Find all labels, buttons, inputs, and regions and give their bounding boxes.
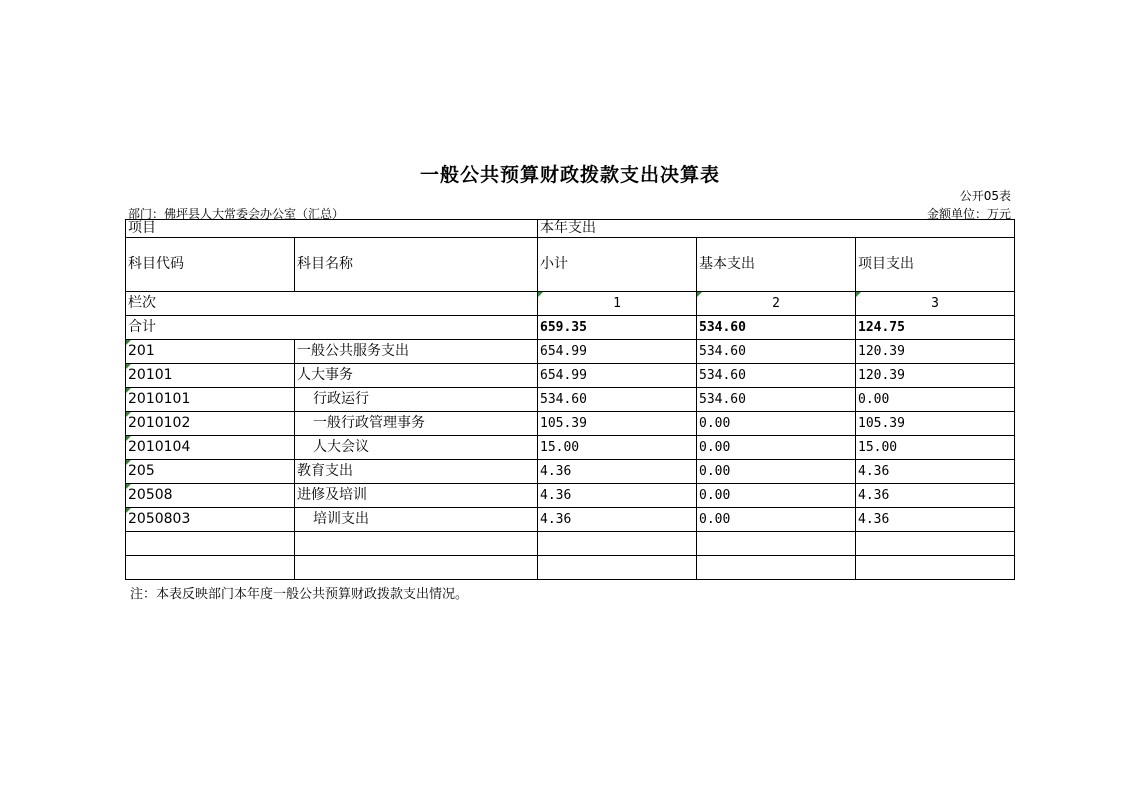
row-subtotal: 105.39 — [538, 412, 697, 436]
row-name: 教育支出 — [295, 460, 538, 484]
row-project: 105.39 — [856, 412, 1015, 436]
report-title: 一般公共预算财政拨款支出决算表 — [419, 164, 720, 186]
header-row-top — [126, 220, 1015, 238]
total-basic: 534.60 — [697, 316, 856, 340]
column-index-3: 3 — [856, 292, 1015, 316]
form-number: 公开05表 — [959, 189, 1011, 203]
row-code: 205 — [126, 460, 295, 484]
header-row-columns — [126, 238, 1015, 292]
table-row — [126, 364, 1015, 388]
row-name: 进修及培训 — [295, 484, 538, 508]
table-row — [126, 508, 1015, 532]
row-project: 0.00 — [856, 388, 1015, 412]
table-row — [126, 340, 1015, 364]
row-basic: 0.00 — [697, 460, 856, 484]
row-basic: 534.60 — [697, 388, 856, 412]
expenditure-table — [125, 219, 1015, 580]
total-subtotal: 659.35 — [538, 316, 697, 340]
header-basic: 基本支出 — [697, 238, 856, 292]
header-code: 科目代码 — [126, 238, 295, 292]
header-subtotal: 小计 — [538, 238, 697, 292]
row-basic: 0.00 — [697, 412, 856, 436]
table-row — [126, 412, 1015, 436]
column-index-row — [126, 292, 1015, 316]
row-code: 2010104 — [126, 436, 295, 460]
row-name: 人大事务 — [295, 364, 538, 388]
header-current-year: 本年支出 — [538, 220, 1015, 238]
row-basic: 534.60 — [697, 340, 856, 364]
row-code: 201 — [126, 340, 295, 364]
row-code: 20101 — [126, 364, 295, 388]
table-row — [126, 388, 1015, 412]
row-project: 4.36 — [856, 460, 1015, 484]
header-project: 项目支出 — [856, 238, 1015, 292]
row-subtotal: 4.36 — [538, 508, 697, 532]
row-project: 4.36 — [856, 508, 1015, 532]
row-project: 15.00 — [856, 436, 1015, 460]
row-name: 行政运行 — [295, 388, 538, 412]
amount-unit-label: 金额单位：万元 — [926, 207, 1011, 221]
empty-row — [126, 532, 1015, 556]
department-label: 部门：佛坪县人大常委会办公室（汇总） — [128, 207, 345, 221]
row-name: 培训支出 — [295, 508, 538, 532]
table-row — [126, 484, 1015, 508]
total-label: 合计 — [126, 316, 538, 340]
row-code: 2010102 — [126, 412, 295, 436]
row-subtotal: 15.00 — [538, 436, 697, 460]
column-index-label: 栏次 — [126, 292, 538, 316]
column-index-2: 2 — [697, 292, 856, 316]
table-row — [126, 436, 1015, 460]
row-basic: 0.00 — [697, 484, 856, 508]
header-item: 项目 — [126, 220, 538, 238]
table-row — [126, 460, 1015, 484]
row-name: 一般公共服务支出 — [295, 340, 538, 364]
column-index-1: 1 — [538, 292, 697, 316]
row-project: 4.36 — [856, 484, 1015, 508]
row-code: 20508 — [126, 484, 295, 508]
header-name: 科目名称 — [295, 238, 538, 292]
row-subtotal: 654.99 — [538, 340, 697, 364]
row-subtotal: 4.36 — [538, 460, 697, 484]
total-project: 124.75 — [856, 316, 1015, 340]
row-name: 一般行政管理事务 — [295, 412, 538, 436]
row-basic: 534.60 — [697, 364, 856, 388]
row-code: 2050803 — [126, 508, 295, 532]
row-basic: 0.00 — [697, 436, 856, 460]
row-subtotal: 654.99 — [538, 364, 697, 388]
row-subtotal: 534.60 — [538, 388, 697, 412]
row-subtotal: 4.36 — [538, 484, 697, 508]
table-note: 注：本表反映部门本年度一般公共预算财政拨款支出情况。 — [130, 587, 469, 602]
row-name: 人大会议 — [295, 436, 538, 460]
row-project: 120.39 — [856, 340, 1015, 364]
row-project: 120.39 — [856, 364, 1015, 388]
row-basic: 0.00 — [697, 508, 856, 532]
total-row — [126, 316, 1015, 340]
row-code: 2010101 — [126, 388, 295, 412]
empty-row — [126, 556, 1015, 580]
